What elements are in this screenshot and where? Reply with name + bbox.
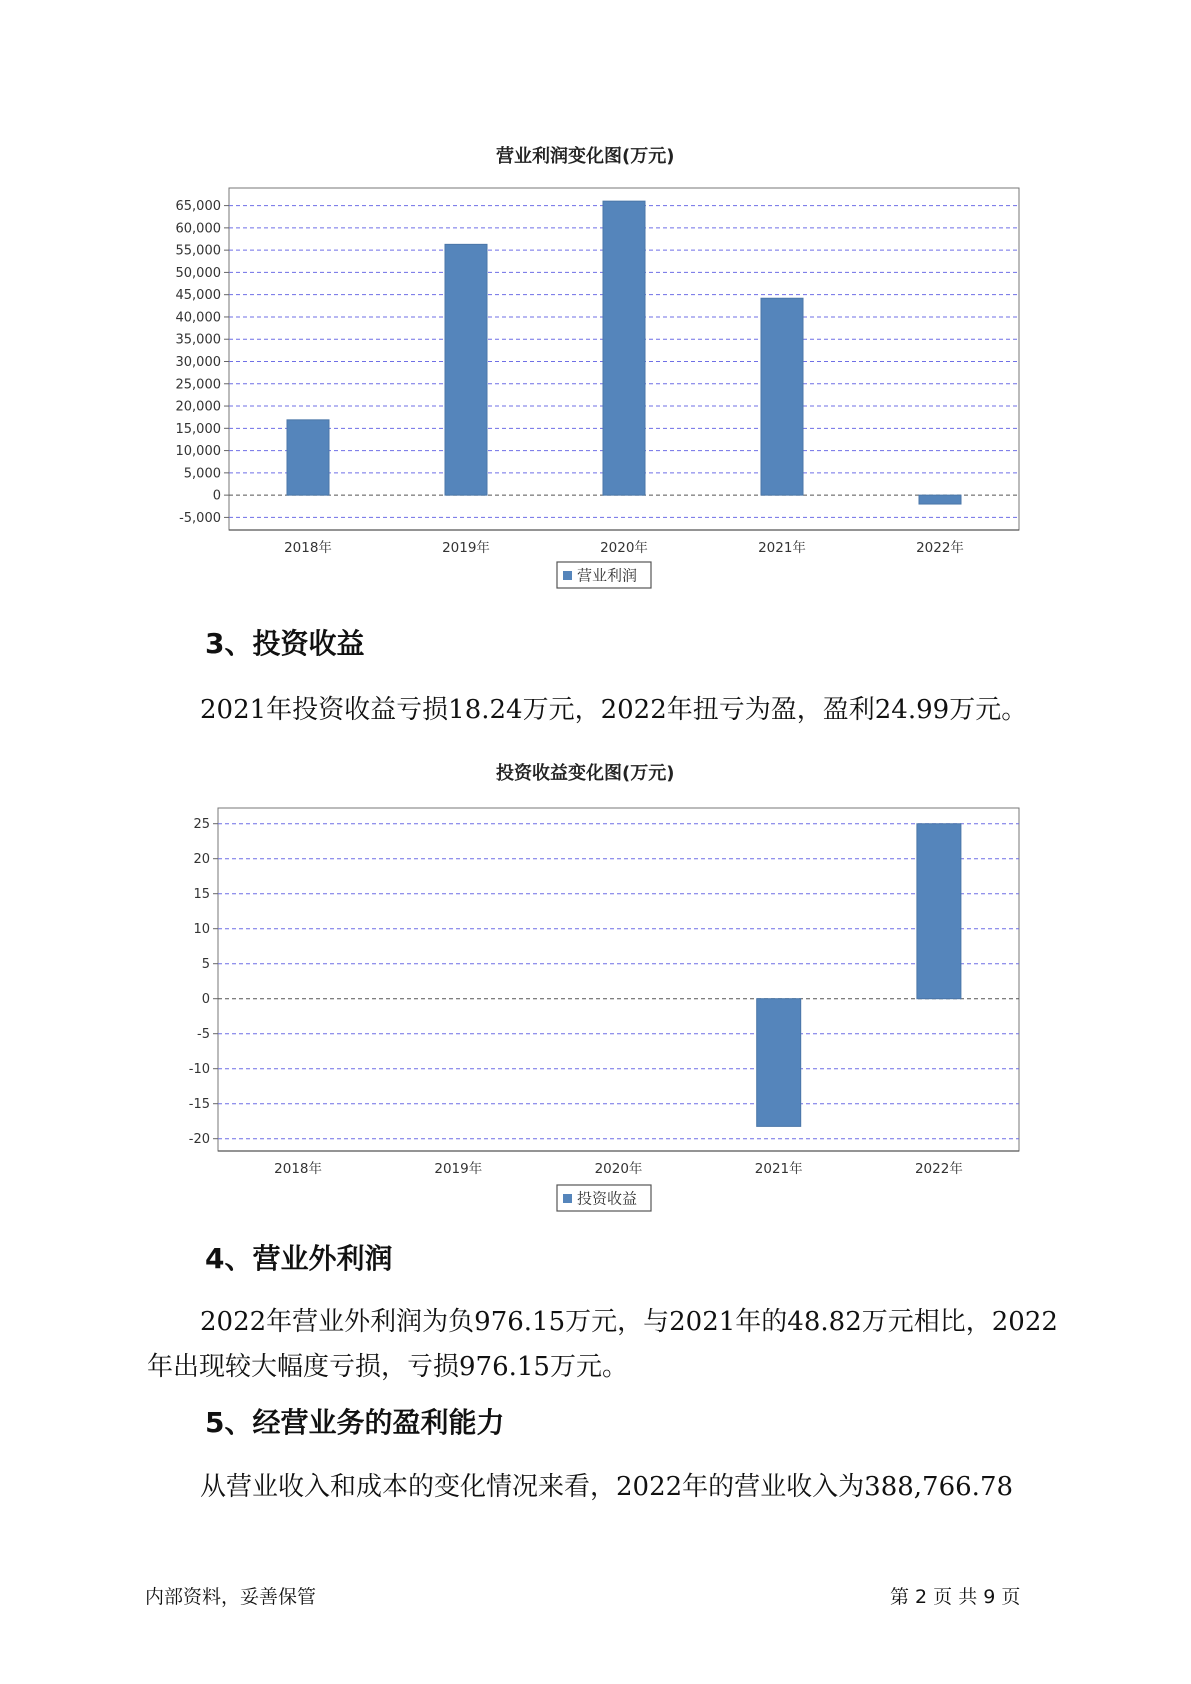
- section-paragraph-business-profitability-line-1: 从营业收入和成本的变化情况来看，2022年的营业收入为388,766.78: [200, 1472, 1014, 1502]
- y-tick-label: 20: [193, 852, 210, 868]
- y-tick-label: 50,000: [175, 265, 221, 281]
- y-tick-label: 55,000: [175, 243, 221, 259]
- section-heading-investment-income: 3、投资收益: [205, 627, 365, 660]
- section-paragraph-investment-income-line-1: 2021年投资收益亏损18.24万元，2022年扭亏为盈，盈利24.99万元。: [200, 695, 1028, 725]
- operating-profit-chart-title: 营业利润变化图(万元): [496, 146, 675, 167]
- y-tick-label: 10,000: [175, 444, 221, 460]
- x-tick-label: 2022年: [914, 1161, 963, 1177]
- x-tick-label: 2020年: [594, 1161, 643, 1177]
- y-tick-label: 25,000: [175, 377, 221, 393]
- section-paragraph-non-operating-profit-line-1: 2022年营业外利润为负976.15万元，与2021年的48.82万元相比，2022: [200, 1307, 1058, 1337]
- section-heading-business-profitability: 5、经营业务的盈利能力: [205, 1406, 505, 1439]
- y-tick-label: 10: [193, 922, 210, 938]
- legend: [557, 1185, 651, 1211]
- y-tick-label: -5: [197, 1027, 210, 1043]
- investment-income-chart-title: 投资收益变化图(万元): [496, 763, 675, 784]
- y-tick-label: 15,000: [175, 421, 221, 437]
- x-tick-label: 2021年: [754, 1161, 803, 1177]
- x-tick-label: 2022年: [916, 540, 964, 556]
- bar: [917, 824, 961, 999]
- y-tick-label: 5: [201, 957, 210, 973]
- y-tick-label: -5,000: [179, 510, 221, 526]
- y-tick-label: 35,000: [175, 332, 221, 348]
- y-tick-label: 25: [193, 817, 210, 833]
- bar: [757, 999, 801, 1127]
- y-tick-label: -15: [188, 1097, 210, 1113]
- x-tick-label: 2018年: [274, 1161, 323, 1177]
- x-tick-label: 2018年: [284, 540, 332, 556]
- x-tick-label: 2019年: [442, 540, 490, 556]
- footer-confidential-note: 内部资料，妥善保管: [145, 1586, 317, 1608]
- y-tick-label: 45,000: [175, 288, 221, 304]
- y-tick-label: -20: [188, 1132, 210, 1148]
- section-heading-non-operating-profit: 4、营业外利润: [205, 1242, 393, 1275]
- y-tick-label: 65,000: [175, 199, 221, 215]
- legend-label: 营业利润: [577, 566, 638, 585]
- y-tick-label: 60,000: [175, 221, 221, 237]
- y-tick-label: 15: [193, 887, 210, 903]
- y-tick-label: 0: [201, 992, 210, 1008]
- y-tick-label: 5,000: [183, 466, 221, 482]
- legend-swatch: [563, 1194, 572, 1203]
- x-tick-label: 2021年: [758, 540, 806, 556]
- y-tick-label: 30,000: [175, 355, 221, 370]
- footer-page-number: 第 2 页 共 9 页: [890, 1586, 1021, 1608]
- plot-area-border: [218, 808, 1019, 1151]
- y-tick-label: -10: [188, 1062, 210, 1078]
- y-tick-label: 40,000: [175, 310, 221, 326]
- legend-label: 投资收益: [577, 1189, 638, 1208]
- y-tick-label: 20,000: [175, 399, 221, 415]
- section-paragraph-non-operating-profit-line-2: 年出现较大幅度亏损，亏损976.15万元。: [147, 1352, 628, 1382]
- y-tick-label: 0: [212, 488, 221, 504]
- x-tick-label: 2019年: [434, 1161, 483, 1177]
- x-tick-label: 2020年: [600, 540, 648, 556]
